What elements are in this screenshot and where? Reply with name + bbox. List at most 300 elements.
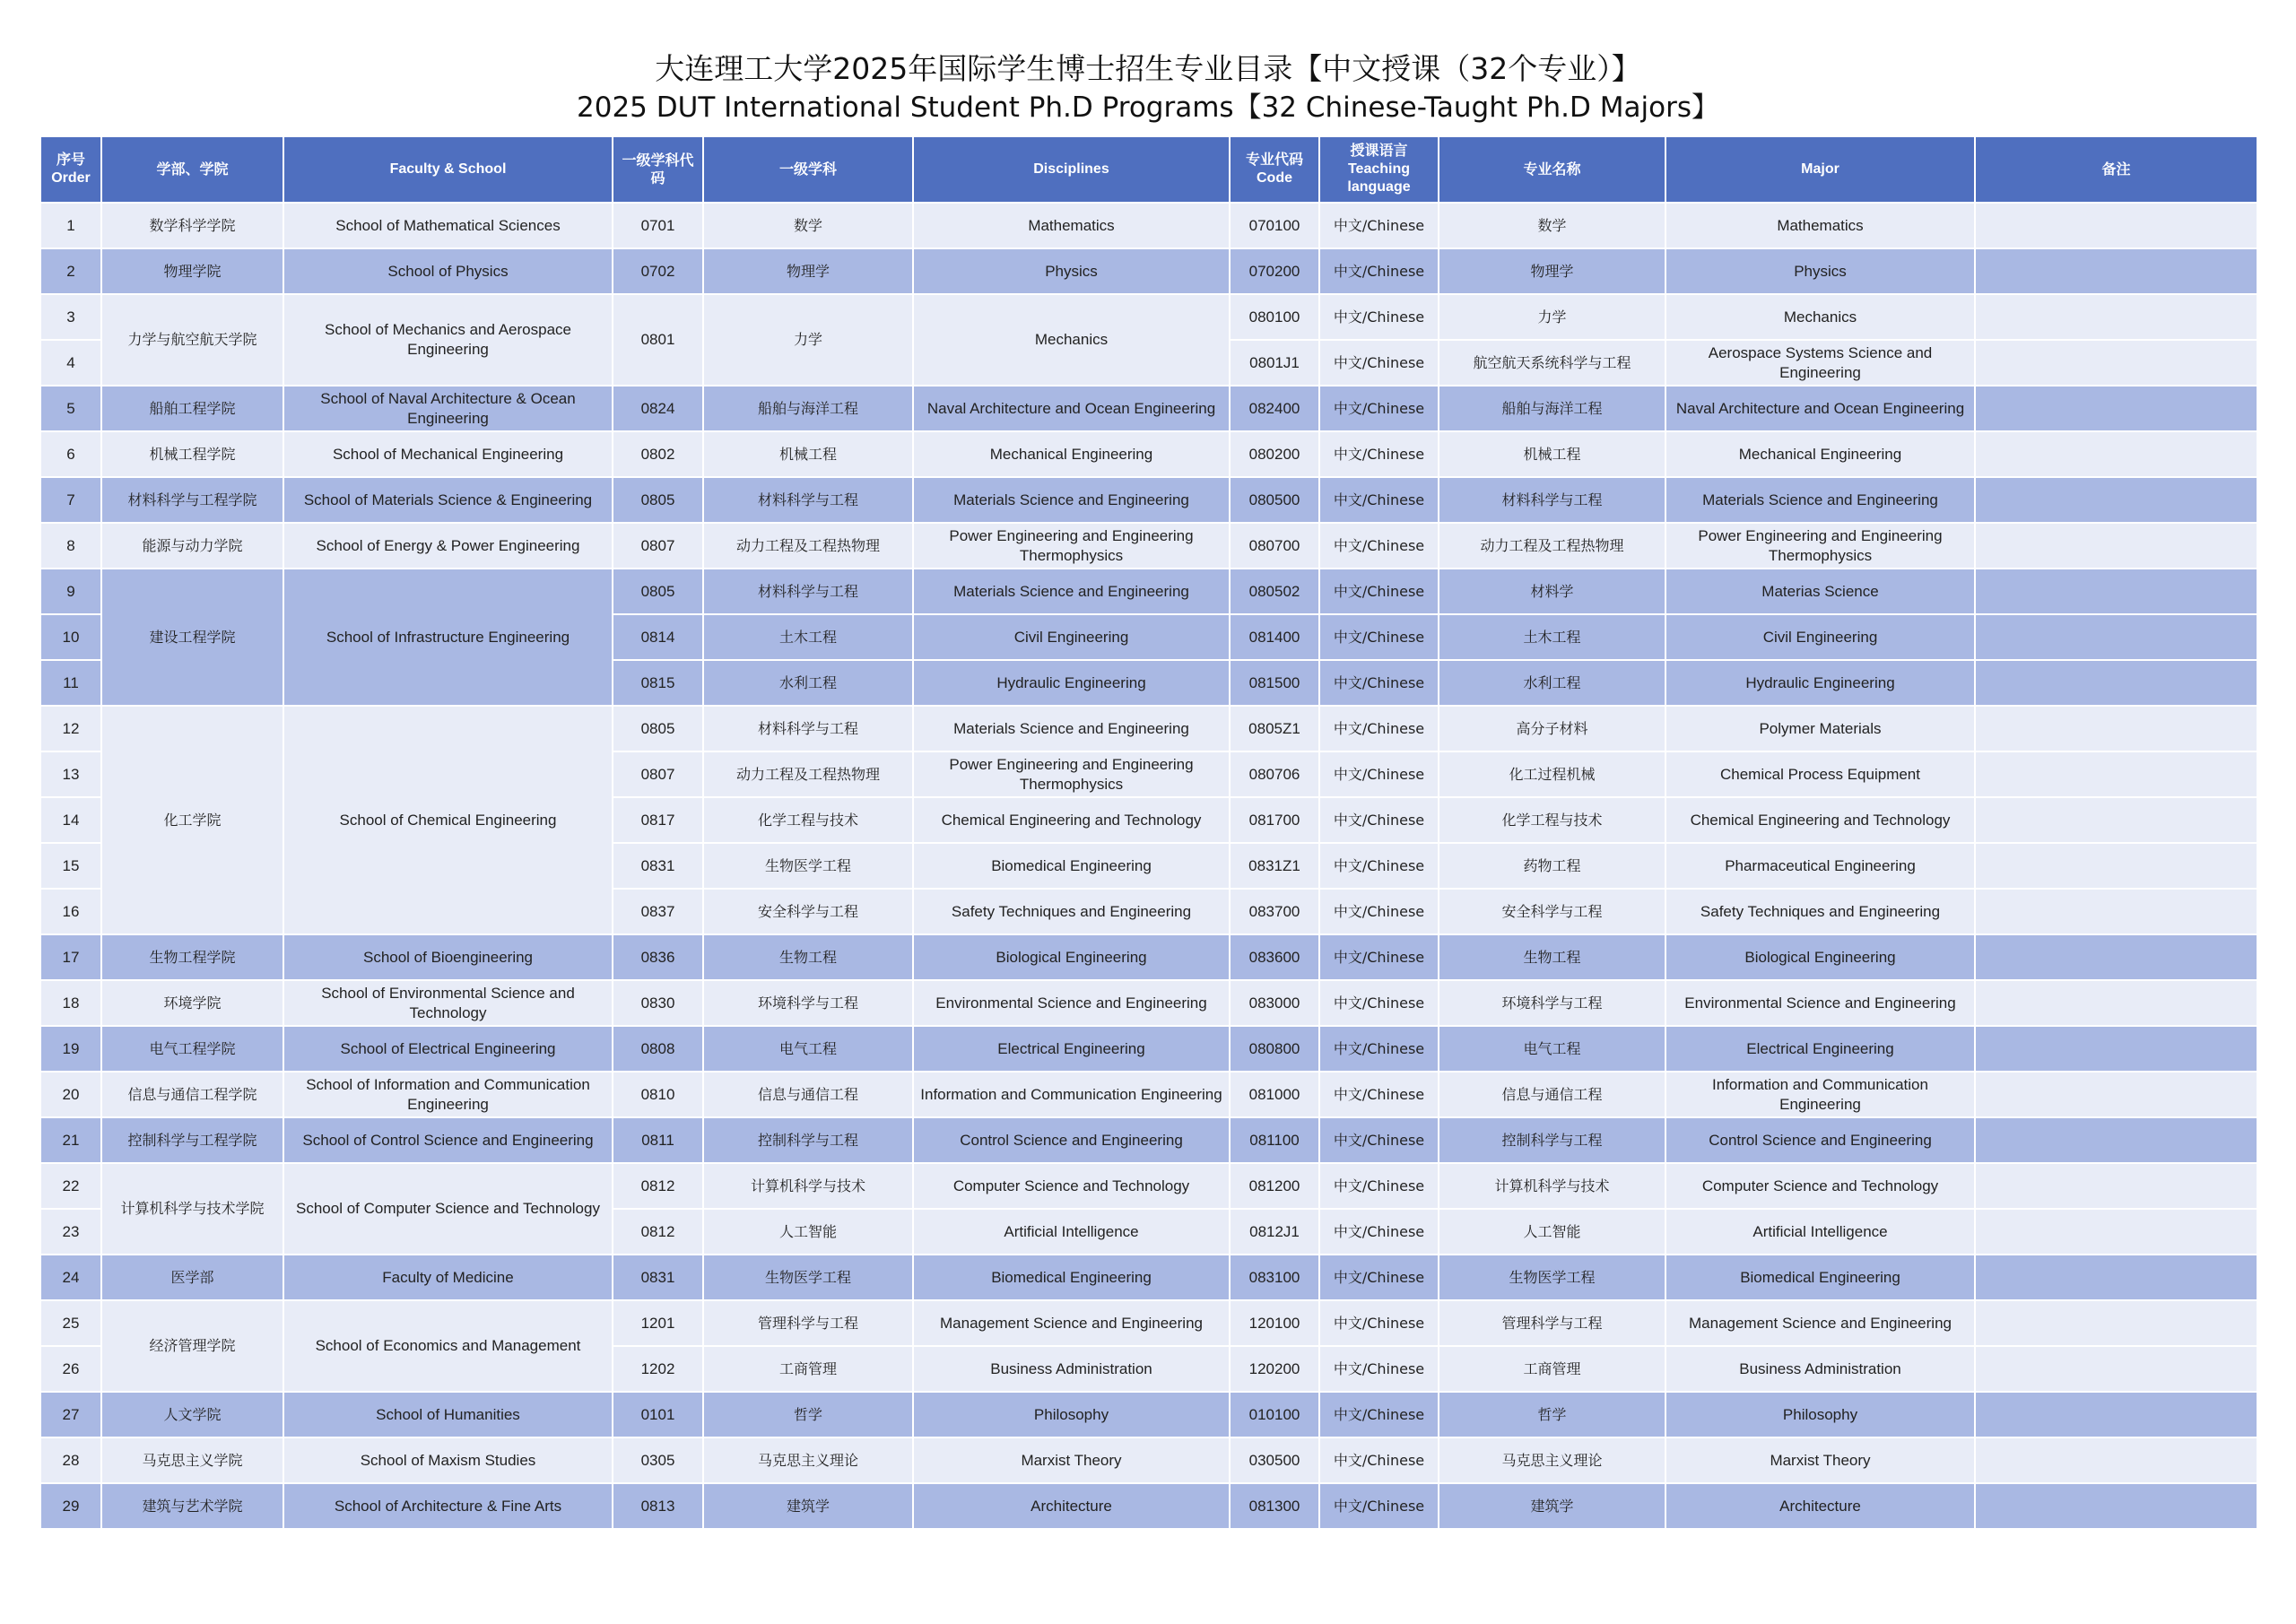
- major-en-cell: Power Engineering and Engineering Thermophysics: [1665, 523, 1975, 569]
- language-cell: 中文/Chinese: [1319, 706, 1439, 751]
- order-cell: 1: [40, 203, 101, 248]
- school-zh-cell: 信息与通信工程学院: [101, 1072, 283, 1117]
- remarks-cell: [1975, 1392, 2257, 1437]
- remarks-cell: [1975, 294, 2257, 340]
- major-code-cell: 080100: [1230, 294, 1319, 340]
- major-code-cell: 0812J1: [1230, 1209, 1319, 1255]
- table-row: [40, 980, 2257, 1026]
- table-row: [40, 294, 2257, 340]
- major-en-cell: Computer Science and Technology: [1665, 1163, 1975, 1209]
- order-cell: 16: [40, 889, 101, 934]
- remarks-cell: [1975, 1346, 2257, 1392]
- discipline-zh-cell: 电气工程: [703, 1026, 913, 1072]
- major-code-cell: 120200: [1230, 1346, 1319, 1392]
- major-code-cell: 083100: [1230, 1255, 1319, 1300]
- discipline-code-cell: 0101: [613, 1392, 703, 1437]
- remarks-cell: [1975, 1026, 2257, 1072]
- discipline-code-cell: 0831: [613, 1255, 703, 1300]
- major-code-cell: 081100: [1230, 1117, 1319, 1163]
- school-en-cell: School of Economics and Management: [283, 1300, 613, 1392]
- major-zh-cell: 船舶与海洋工程: [1439, 386, 1665, 431]
- major-code-cell: 0805Z1: [1230, 706, 1319, 751]
- table-row: [40, 1163, 2257, 1209]
- discipline-en-cell: Mechanics: [913, 294, 1230, 386]
- discipline-code-cell: 0305: [613, 1437, 703, 1483]
- major-code-cell: 0801J1: [1230, 340, 1319, 386]
- remarks-cell: [1975, 1163, 2257, 1209]
- major-zh-cell: 力学: [1439, 294, 1665, 340]
- order-cell: 3: [40, 294, 101, 340]
- table-row: [40, 1483, 2257, 1529]
- table-row: [40, 1026, 2257, 1072]
- major-code-cell: 070200: [1230, 248, 1319, 294]
- language-cell: 中文/Chinese: [1319, 1300, 1439, 1346]
- language-cell: 中文/Chinese: [1319, 523, 1439, 569]
- header-remarks: 备注: [1975, 136, 2257, 203]
- major-zh-cell: 生物工程: [1439, 934, 1665, 980]
- discipline-en-cell: Philosophy: [913, 1392, 1230, 1437]
- major-en-cell: Artificial Intelligence: [1665, 1209, 1975, 1255]
- major-zh-cell: 环境科学与工程: [1439, 980, 1665, 1026]
- major-en-cell: Business Administration: [1665, 1346, 1975, 1392]
- discipline-code-cell: 0830: [613, 980, 703, 1026]
- discipline-zh-cell: 动力工程及工程热物理: [703, 523, 913, 569]
- major-en-cell: Control Science and Engineering: [1665, 1117, 1975, 1163]
- order-cell: 29: [40, 1483, 101, 1529]
- school-en-cell: School of Control Science and Engineering: [283, 1117, 613, 1163]
- remarks-cell: [1975, 477, 2257, 523]
- major-en-cell: Chemical Engineering and Technology: [1665, 797, 1975, 843]
- order-cell: 25: [40, 1300, 101, 1346]
- discipline-code-cell: 0831: [613, 843, 703, 889]
- discipline-code-cell: 0805: [613, 477, 703, 523]
- remarks-cell: [1975, 751, 2257, 797]
- order-cell: 15: [40, 843, 101, 889]
- discipline-zh-cell: 马克思主义理论: [703, 1437, 913, 1483]
- order-cell: 6: [40, 431, 101, 477]
- major-en-cell: Marxist Theory: [1665, 1437, 1975, 1483]
- school-zh-cell: 能源与动力学院: [101, 523, 283, 569]
- school-zh-cell: 材料科学与工程学院: [101, 477, 283, 523]
- header-faculty-zh: 学部、学院: [101, 136, 283, 203]
- discipline-en-cell: Biomedical Engineering: [913, 843, 1230, 889]
- school-zh-cell: 生物工程学院: [101, 934, 283, 980]
- discipline-code-cell: 0801: [613, 294, 703, 386]
- major-code-cell: 081200: [1230, 1163, 1319, 1209]
- school-zh-cell: 力学与航空航天学院: [101, 294, 283, 386]
- discipline-zh-cell: 数学: [703, 203, 913, 248]
- major-code-cell: 0831Z1: [1230, 843, 1319, 889]
- discipline-en-cell: Safety Techniques and Engineering: [913, 889, 1230, 934]
- language-cell: 中文/Chinese: [1319, 294, 1439, 340]
- table-row: [40, 706, 2257, 751]
- remarks-cell: [1975, 569, 2257, 614]
- header-order: 序号 Order: [40, 136, 101, 203]
- major-zh-cell: 航空航天系统科学与工程: [1439, 340, 1665, 386]
- discipline-zh-cell: 生物工程: [703, 934, 913, 980]
- discipline-en-cell: Power Engineering and Engineering Thermophysics: [913, 523, 1230, 569]
- discipline-zh-cell: 物理学: [703, 248, 913, 294]
- school-en-cell: School of Mechanics and Aerospace Engineering: [283, 294, 613, 386]
- major-en-cell: Naval Architecture and Ocean Engineering: [1665, 386, 1975, 431]
- major-zh-cell: 计算机科学与技术: [1439, 1163, 1665, 1209]
- school-en-cell: School of Bioengineering: [283, 934, 613, 980]
- school-en-cell: School of Mathematical Sciences: [283, 203, 613, 248]
- remarks-cell: [1975, 1209, 2257, 1255]
- major-zh-cell: 水利工程: [1439, 660, 1665, 706]
- discipline-code-cell: 0837: [613, 889, 703, 934]
- major-zh-cell: 化学工程与技术: [1439, 797, 1665, 843]
- language-cell: 中文/Chinese: [1319, 569, 1439, 614]
- discipline-code-cell: 0702: [613, 248, 703, 294]
- table-row: [40, 477, 2257, 523]
- order-cell: 4: [40, 340, 101, 386]
- discipline-en-cell: Hydraulic Engineering: [913, 660, 1230, 706]
- language-cell: 中文/Chinese: [1319, 980, 1439, 1026]
- school-en-cell: School of Infrastructure Engineering: [283, 569, 613, 706]
- major-zh-cell: 建筑学: [1439, 1483, 1665, 1529]
- discipline-zh-cell: 信息与通信工程: [703, 1072, 913, 1117]
- major-code-cell: 080700: [1230, 523, 1319, 569]
- remarks-cell: [1975, 386, 2257, 431]
- discipline-zh-cell: 材料科学与工程: [703, 706, 913, 751]
- order-cell: 5: [40, 386, 101, 431]
- language-cell: 中文/Chinese: [1319, 477, 1439, 523]
- remarks-cell: [1975, 1072, 2257, 1117]
- discipline-zh-cell: 船舶与海洋工程: [703, 386, 913, 431]
- discipline-code-cell: 0807: [613, 523, 703, 569]
- discipline-code-cell: 0836: [613, 934, 703, 980]
- order-cell: 14: [40, 797, 101, 843]
- page-title-en: 2025 DUT International Student Ph.D Programs【32 Chinese-Taught Ph.D Majors】: [577, 91, 1719, 124]
- major-code-cell: 080500: [1230, 477, 1319, 523]
- discipline-zh-cell: 化学工程与技术: [703, 797, 913, 843]
- language-cell: 中文/Chinese: [1319, 386, 1439, 431]
- table-row: [40, 1300, 2257, 1346]
- major-en-cell: Information and Communication Engineering: [1665, 1072, 1975, 1117]
- remarks-cell: [1975, 660, 2257, 706]
- school-zh-cell: 化工学院: [101, 706, 283, 934]
- discipline-zh-cell: 生物医学工程: [703, 843, 913, 889]
- major-zh-cell: 管理科学与工程: [1439, 1300, 1665, 1346]
- discipline-code-cell: 0814: [613, 614, 703, 660]
- language-cell: 中文/Chinese: [1319, 1437, 1439, 1483]
- discipline-code-cell: 1202: [613, 1346, 703, 1392]
- major-en-cell: Aerospace Systems Science and Engineering: [1665, 340, 1975, 386]
- table-row: [40, 1437, 2257, 1483]
- order-cell: 9: [40, 569, 101, 614]
- language-cell: 中文/Chinese: [1319, 1346, 1439, 1392]
- order-cell: 22: [40, 1163, 101, 1209]
- major-code-cell: 080706: [1230, 751, 1319, 797]
- discipline-zh-cell: 生物医学工程: [703, 1255, 913, 1300]
- discipline-en-cell: Marxist Theory: [913, 1437, 1230, 1483]
- order-cell: 26: [40, 1346, 101, 1392]
- major-code-cell: 083600: [1230, 934, 1319, 980]
- discipline-en-cell: Mechanical Engineering: [913, 431, 1230, 477]
- header-major-code: 专业代码 Code: [1230, 136, 1319, 203]
- discipline-zh-cell: 材料科学与工程: [703, 477, 913, 523]
- major-en-cell: Environmental Science and Engineering: [1665, 980, 1975, 1026]
- language-cell: 中文/Chinese: [1319, 1072, 1439, 1117]
- discipline-code-cell: 0817: [613, 797, 703, 843]
- remarks-cell: [1975, 889, 2257, 934]
- language-cell: 中文/Chinese: [1319, 1026, 1439, 1072]
- discipline-en-cell: Biomedical Engineering: [913, 1255, 1230, 1300]
- school-zh-cell: 船舶工程学院: [101, 386, 283, 431]
- school-zh-cell: 经济管理学院: [101, 1300, 283, 1392]
- order-cell: 21: [40, 1117, 101, 1163]
- header-language: 授课语言 Teaching language: [1319, 136, 1439, 203]
- order-cell: 12: [40, 706, 101, 751]
- discipline-zh-cell: 安全科学与工程: [703, 889, 913, 934]
- discipline-zh-cell: 建筑学: [703, 1483, 913, 1529]
- header-discipline-zh: 一级学科: [703, 136, 913, 203]
- order-cell: 17: [40, 934, 101, 980]
- major-zh-cell: 动力工程及工程热物理: [1439, 523, 1665, 569]
- table-row: [40, 1392, 2257, 1437]
- school-en-cell: School of Computer Science and Technology: [283, 1163, 613, 1255]
- major-code-cell: 010100: [1230, 1392, 1319, 1437]
- discipline-en-cell: Electrical Engineering: [913, 1026, 1230, 1072]
- remarks-cell: [1975, 706, 2257, 751]
- major-zh-cell: 高分子材料: [1439, 706, 1665, 751]
- discipline-en-cell: Chemical Engineering and Technology: [913, 797, 1230, 843]
- order-cell: 8: [40, 523, 101, 569]
- major-code-cell: 070100: [1230, 203, 1319, 248]
- school-zh-cell: 计算机科学与技术学院: [101, 1163, 283, 1255]
- school-en-cell: School of Naval Architecture & Ocean Engineering: [283, 386, 613, 431]
- discipline-code-cell: 0812: [613, 1163, 703, 1209]
- major-en-cell: Biological Engineering: [1665, 934, 1975, 980]
- major-code-cell: 082400: [1230, 386, 1319, 431]
- language-cell: 中文/Chinese: [1319, 751, 1439, 797]
- school-zh-cell: 物理学院: [101, 248, 283, 294]
- discipline-zh-cell: 计算机科学与技术: [703, 1163, 913, 1209]
- school-en-cell: Faculty of Medicine: [283, 1255, 613, 1300]
- discipline-code-cell: 0807: [613, 751, 703, 797]
- remarks-cell: [1975, 340, 2257, 386]
- discipline-en-cell: Mathematics: [913, 203, 1230, 248]
- order-cell: 27: [40, 1392, 101, 1437]
- major-zh-cell: 安全科学与工程: [1439, 889, 1665, 934]
- major-en-cell: Safety Techniques and Engineering: [1665, 889, 1975, 934]
- discipline-en-cell: Artificial Intelligence: [913, 1209, 1230, 1255]
- major-zh-cell: 数学: [1439, 203, 1665, 248]
- discipline-code-cell: 0808: [613, 1026, 703, 1072]
- major-code-cell: 080200: [1230, 431, 1319, 477]
- discipline-en-cell: Environmental Science and Engineering: [913, 980, 1230, 1026]
- remarks-cell: [1975, 203, 2257, 248]
- language-cell: 中文/Chinese: [1319, 1117, 1439, 1163]
- discipline-code-cell: 0824: [613, 386, 703, 431]
- order-cell: 13: [40, 751, 101, 797]
- major-zh-cell: 物理学: [1439, 248, 1665, 294]
- major-en-cell: Physics: [1665, 248, 1975, 294]
- language-cell: 中文/Chinese: [1319, 248, 1439, 294]
- order-cell: 28: [40, 1437, 101, 1483]
- school-zh-cell: 建筑与艺术学院: [101, 1483, 283, 1529]
- discipline-code-cell: 0805: [613, 569, 703, 614]
- major-zh-cell: 工商管理: [1439, 1346, 1665, 1392]
- major-en-cell: Mechanical Engineering: [1665, 431, 1975, 477]
- discipline-zh-cell: 工商管理: [703, 1346, 913, 1392]
- remarks-cell: [1975, 248, 2257, 294]
- discipline-en-cell: Materials Science and Engineering: [913, 706, 1230, 751]
- discipline-zh-cell: 环境科学与工程: [703, 980, 913, 1026]
- remarks-cell: [1975, 614, 2257, 660]
- major-en-cell: Philosophy: [1665, 1392, 1975, 1437]
- language-cell: 中文/Chinese: [1319, 889, 1439, 934]
- major-en-cell: Management Science and Engineering: [1665, 1300, 1975, 1346]
- major-zh-cell: 机械工程: [1439, 431, 1665, 477]
- discipline-zh-cell: 材料科学与工程: [703, 569, 913, 614]
- discipline-code-cell: 0813: [613, 1483, 703, 1529]
- major-en-cell: Civil Engineering: [1665, 614, 1975, 660]
- language-cell: 中文/Chinese: [1319, 1209, 1439, 1255]
- school-en-cell: School of Electrical Engineering: [283, 1026, 613, 1072]
- language-cell: 中文/Chinese: [1319, 934, 1439, 980]
- table-row: [40, 569, 2257, 614]
- school-zh-cell: 人文学院: [101, 1392, 283, 1437]
- table-header-row: [40, 136, 2257, 203]
- discipline-code-cell: 0810: [613, 1072, 703, 1117]
- school-en-cell: School of Information and Communication Engineering: [283, 1072, 613, 1117]
- major-code-cell: 083700: [1230, 889, 1319, 934]
- major-en-cell: Hydraulic Engineering: [1665, 660, 1975, 706]
- school-en-cell: School of Materials Science & Engineering: [283, 477, 613, 523]
- school-en-cell: School of Physics: [283, 248, 613, 294]
- school-zh-cell: 电气工程学院: [101, 1026, 283, 1072]
- language-cell: 中文/Chinese: [1319, 203, 1439, 248]
- major-code-cell: 081700: [1230, 797, 1319, 843]
- school-zh-cell: 控制科学与工程学院: [101, 1117, 283, 1163]
- order-cell: 20: [40, 1072, 101, 1117]
- school-zh-cell: 马克思主义学院: [101, 1437, 283, 1483]
- order-cell: 18: [40, 980, 101, 1026]
- major-code-cell: 081400: [1230, 614, 1319, 660]
- major-zh-cell: 土木工程: [1439, 614, 1665, 660]
- discipline-zh-cell: 力学: [703, 294, 913, 386]
- discipline-en-cell: Power Engineering and Engineering Thermophysics: [913, 751, 1230, 797]
- major-en-cell: Mechanics: [1665, 294, 1975, 340]
- table-row: [40, 386, 2257, 431]
- language-cell: 中文/Chinese: [1319, 1163, 1439, 1209]
- programs-table: [39, 135, 2258, 1530]
- major-zh-cell: 药物工程: [1439, 843, 1665, 889]
- discipline-en-cell: Naval Architecture and Ocean Engineering: [913, 386, 1230, 431]
- discipline-code-cell: 0805: [613, 706, 703, 751]
- table-row: [40, 1255, 2257, 1300]
- remarks-cell: [1975, 523, 2257, 569]
- school-en-cell: School of Architecture & Fine Arts: [283, 1483, 613, 1529]
- major-zh-cell: 电气工程: [1439, 1026, 1665, 1072]
- major-code-cell: 083000: [1230, 980, 1319, 1026]
- major-en-cell: Materias Science: [1665, 569, 1975, 614]
- major-code-cell: 080800: [1230, 1026, 1319, 1072]
- discipline-zh-cell: 机械工程: [703, 431, 913, 477]
- language-cell: 中文/Chinese: [1319, 1392, 1439, 1437]
- school-en-cell: School of Environmental Science and Technology: [283, 980, 613, 1026]
- major-code-cell: 030500: [1230, 1437, 1319, 1483]
- order-cell: 23: [40, 1209, 101, 1255]
- school-zh-cell: 环境学院: [101, 980, 283, 1026]
- order-cell: 19: [40, 1026, 101, 1072]
- remarks-cell: [1975, 1483, 2257, 1529]
- discipline-zh-cell: 控制科学与工程: [703, 1117, 913, 1163]
- major-zh-cell: 化工过程机械: [1439, 751, 1665, 797]
- header-major-zh: 专业名称: [1439, 136, 1665, 203]
- major-en-cell: Electrical Engineering: [1665, 1026, 1975, 1072]
- discipline-en-cell: Materials Science and Engineering: [913, 569, 1230, 614]
- table-row: [40, 1117, 2257, 1163]
- school-en-cell: School of Humanities: [283, 1392, 613, 1437]
- major-zh-cell: 材料学: [1439, 569, 1665, 614]
- major-code-cell: 081000: [1230, 1072, 1319, 1117]
- discipline-code-cell: 0802: [613, 431, 703, 477]
- major-en-cell: Pharmaceutical Engineering: [1665, 843, 1975, 889]
- school-zh-cell: 数学科学学院: [101, 203, 283, 248]
- discipline-en-cell: Materials Science and Engineering: [913, 477, 1230, 523]
- major-zh-cell: 生物医学工程: [1439, 1255, 1665, 1300]
- school-en-cell: School of Mechanical Engineering: [283, 431, 613, 477]
- page-title-zh: 大连理工大学2025年国际学生博士招生专业目录【中文授课（32个专业）】: [655, 51, 1641, 86]
- major-code-cell: 080502: [1230, 569, 1319, 614]
- remarks-cell: [1975, 843, 2257, 889]
- discipline-zh-cell: 土木工程: [703, 614, 913, 660]
- discipline-en-cell: Information and Communication Engineering: [913, 1072, 1230, 1117]
- major-en-cell: Biomedical Engineering: [1665, 1255, 1975, 1300]
- school-en-cell: School of Energy & Power Engineering: [283, 523, 613, 569]
- discipline-code-cell: 1201: [613, 1300, 703, 1346]
- language-cell: 中文/Chinese: [1319, 431, 1439, 477]
- remarks-cell: [1975, 980, 2257, 1026]
- major-code-cell: 081300: [1230, 1483, 1319, 1529]
- language-cell: 中文/Chinese: [1319, 797, 1439, 843]
- school-en-cell: School of Chemical Engineering: [283, 706, 613, 934]
- remarks-cell: [1975, 1255, 2257, 1300]
- discipline-zh-cell: 管理科学与工程: [703, 1300, 913, 1346]
- major-code-cell: 120100: [1230, 1300, 1319, 1346]
- order-cell: 11: [40, 660, 101, 706]
- major-en-cell: Chemical Process Equipment: [1665, 751, 1975, 797]
- discipline-zh-cell: 动力工程及工程热物理: [703, 751, 913, 797]
- language-cell: 中文/Chinese: [1319, 843, 1439, 889]
- discipline-zh-cell: 人工智能: [703, 1209, 913, 1255]
- discipline-zh-cell: 哲学: [703, 1392, 913, 1437]
- language-cell: 中文/Chinese: [1319, 660, 1439, 706]
- remarks-cell: [1975, 797, 2257, 843]
- table-row: [40, 934, 2257, 980]
- major-zh-cell: 马克思主义理论: [1439, 1437, 1665, 1483]
- language-cell: 中文/Chinese: [1319, 614, 1439, 660]
- school-en-cell: School of Maxism Studies: [283, 1437, 613, 1483]
- discipline-code-cell: 0701: [613, 203, 703, 248]
- discipline-en-cell: Management Science and Engineering: [913, 1300, 1230, 1346]
- major-zh-cell: 信息与通信工程: [1439, 1072, 1665, 1117]
- language-cell: 中文/Chinese: [1319, 1483, 1439, 1529]
- discipline-en-cell: Control Science and Engineering: [913, 1117, 1230, 1163]
- major-zh-cell: 人工智能: [1439, 1209, 1665, 1255]
- header-discipline-en: Disciplines: [913, 136, 1230, 203]
- school-zh-cell: 建设工程学院: [101, 569, 283, 706]
- school-zh-cell: 机械工程学院: [101, 431, 283, 477]
- discipline-code-cell: 0811: [613, 1117, 703, 1163]
- header-discipline-code: 一级学科代码: [613, 136, 703, 203]
- discipline-en-cell: Physics: [913, 248, 1230, 294]
- header-faculty-en: Faculty & School: [283, 136, 613, 203]
- major-en-cell: Mathematics: [1665, 203, 1975, 248]
